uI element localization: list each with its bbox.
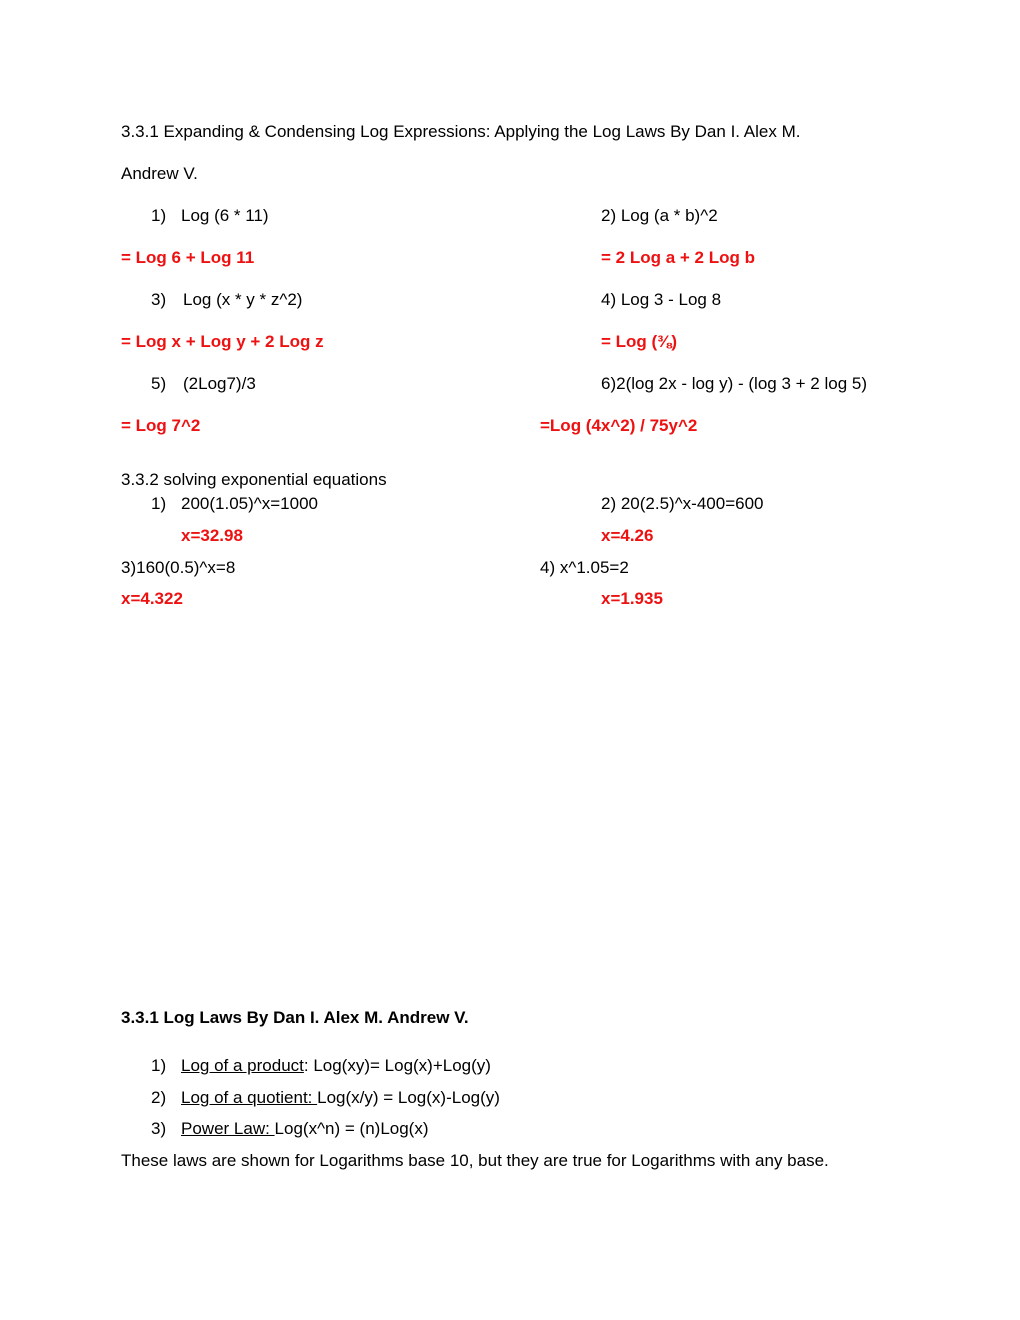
s2-p4-question: 4) x^1.05=2 — [540, 558, 629, 577]
law1-formula: : Log(xy)= Log(x)+Log(y) — [303, 1056, 491, 1075]
s1-p5-answer: = Log 7^2 — [121, 416, 201, 435]
law2 — [181, 1088, 500, 1108]
s2-p1-question: 200(1.05)^x=1000 — [181, 494, 318, 513]
law1 — [181, 1056, 491, 1076]
s2-p2-answer: x=4.26 — [601, 526, 654, 545]
law2-name: Log of a quotient: — [181, 1088, 318, 1107]
s2-p1-label: 1) — [151, 494, 167, 513]
laws-note: These laws are shown for Logarithms base 10, but they are true for Logarithms with any base. — [121, 1151, 829, 1170]
s2-p3-answer: x=4.322 — [121, 589, 183, 608]
law3-name: Power Law: — [181, 1119, 275, 1138]
law2-formula: Log(x/y) = Log(x)-Log(y) — [317, 1088, 500, 1107]
s1-p4-answer: = Log (⅜) — [601, 332, 678, 351]
s1-p5-label: 5) — [151, 374, 167, 393]
s2-p3-question: 3)160(0.5)^x=8 — [121, 558, 236, 577]
s1-p6-question: 6)2(log 2x - log y) - (log 3 + 2 log 5) — [601, 374, 867, 393]
law1-label: 1) — [151, 1056, 167, 1075]
law1-name: Log of a product — [181, 1056, 304, 1075]
law3-label: 3) — [151, 1119, 167, 1138]
s1-p1-answer: = Log 6 + Log 11 — [121, 248, 255, 267]
law3-formula: Log(x^n) = (n)Log(x) — [274, 1119, 429, 1138]
s2-p4-answer: x=1.935 — [601, 589, 663, 608]
s1-p1-question: Log (6 * 11) — [181, 206, 269, 225]
law2-label: 2) — [151, 1088, 167, 1107]
s1-p3-label: 3) — [151, 290, 167, 309]
s1-p1-label: 1) — [151, 206, 167, 225]
law3 — [181, 1119, 429, 1139]
section3-title: 3.3.1 Log Laws By Dan I. Alex M. Andrew V. — [121, 1008, 469, 1027]
s2-p2-question: 2) 20(2.5)^x-400=600 — [601, 494, 764, 513]
section1-title-line1: 3.3.1 Expanding & Condensing Log Expressions: Applying the Log Laws By Dan I. Alex M. — [121, 122, 801, 141]
section2-title: 3.3.2 solving exponential equations — [121, 470, 387, 489]
s1-p3-answer: = Log x + Log y + 2 Log z — [121, 332, 324, 351]
s1-p5-question: (2Log7)/3 — [183, 374, 256, 393]
s1-p4-question: 4) Log 3 - Log 8 — [601, 290, 722, 309]
s2-p1-answer: x=32.98 — [181, 526, 243, 545]
s1-p3-question: Log (x * y * z^2) — [183, 290, 303, 309]
s1-p2-answer: = 2 Log a + 2 Log b — [601, 248, 755, 267]
s1-p2-question: 2) Log (a * b)^2 — [601, 206, 718, 225]
s1-p6-answer: =Log (4x^2) / 75y^2 — [540, 416, 698, 435]
section1-title-line2: Andrew V. — [121, 164, 198, 183]
